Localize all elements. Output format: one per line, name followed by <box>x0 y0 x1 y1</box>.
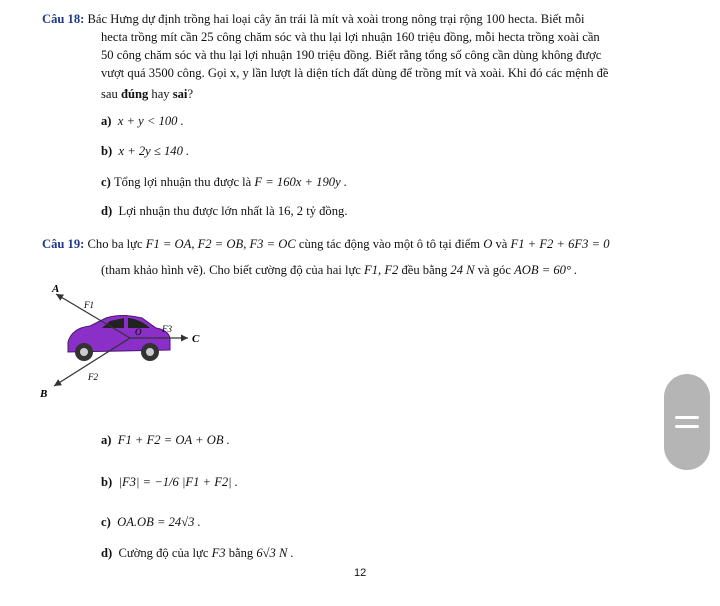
q19-l1-pre: Cho ba lực <box>87 237 146 251</box>
q18-c-math: F = 160x + 190y . <box>254 175 347 189</box>
menu-button[interactable] <box>664 374 710 470</box>
q19-c-text: OA.OB = 24√3 . <box>117 515 201 529</box>
q18-last-mid: hay <box>148 87 173 101</box>
q19-a-label: a) <box>101 433 112 447</box>
label-b: B <box>40 388 48 400</box>
q19-option-a <box>101 432 230 448</box>
q19-force-equation: F1 + F2 + 6F3 = 0 <box>510 237 610 251</box>
q18-d-label: d) <box>101 204 113 218</box>
q18-b-label: b) <box>101 144 113 158</box>
q18-c-pre: Tổng lợi nhuận thu được là <box>113 175 255 189</box>
page-number: 12 <box>354 567 367 579</box>
q18-b-text: x + 2y ≤ 140 . <box>118 144 190 158</box>
menu-icon-bar-bottom <box>675 425 699 428</box>
q18-a-text: x + y < 100 . <box>117 114 184 128</box>
q19-d-val: 6√3 N . <box>256 546 294 560</box>
q19-l1-mid: cùng tác động vào một ô tô tại điểm <box>295 237 484 251</box>
q18-line-5 <box>101 86 193 102</box>
q19-d-f: F3 <box>211 546 226 560</box>
q19-line-2 <box>101 262 577 278</box>
q19-d-pre: Cường độ của lực <box>118 546 212 560</box>
q19-l2-angle: AOB = 60° . <box>514 263 578 277</box>
q19-l2-and: và góc <box>474 263 515 277</box>
q19-l2-math: F1, F2 <box>364 263 399 277</box>
q19-option-d <box>101 545 294 561</box>
q19-a-text: F1 + F2 = OA + OB . <box>117 433 230 447</box>
q18-line-3: 50 công chăm sóc và thu lại lợi nhuận 190 triệu đồng. Biết rằng tổng số công cần dùng không được <box>101 48 602 62</box>
q19-option-c <box>101 514 201 530</box>
label-c: C <box>192 333 200 345</box>
q18-line-1 <box>42 11 585 27</box>
q18-true-word: đúng <box>120 87 149 101</box>
q18-option-a <box>101 113 184 129</box>
q18-last-post: ? <box>187 87 194 101</box>
q19-label: Câu 19: <box>42 237 85 251</box>
q19-point-o: O <box>483 237 493 251</box>
q18-option-b <box>101 143 189 159</box>
menu-icon-bar-top <box>675 416 699 419</box>
q18-text-1: Bác Hưng dự định trồng hai loại cây ăn trái là mít và xoài trong nông trại rộng 100 hecta. Biết mỗi <box>87 12 585 26</box>
q19-b-label: b) <box>101 475 113 489</box>
q18-c-label: c) <box>101 175 111 189</box>
q19-l2-mid: đều bằng <box>398 263 451 277</box>
q18-a-label: a) <box>101 114 112 128</box>
q19-l2-pre: (tham khảo hình vẽ). Cho biết cường độ của hai lực <box>101 263 365 277</box>
label-f2: F2 <box>88 372 98 382</box>
q19-l1-and: và <box>492 237 511 251</box>
q18-label: Câu 18: <box>42 12 85 26</box>
q18-line-4: vượt quá 3500 công. Gọi x, y lần lượt là diện tích đất dùng để trồng mít và xoài. Khi đó các mệnh đề <box>101 66 609 80</box>
q18-false-word: sai <box>172 87 188 101</box>
q19-d-mid: bằng <box>225 546 257 560</box>
label-f3: F3 <box>162 324 172 334</box>
q19-l2-val: 24 N <box>450 263 475 277</box>
q19-c-label: c) <box>101 515 111 529</box>
q18-option-d <box>101 203 347 219</box>
q18-last-pre: sau <box>101 87 121 101</box>
q18-line-2: hecta trồng mít cần 25 công chăm sóc và thu lại lợi nhuận 160 triệu đồng, mỗi hecta trồng xoài cần <box>101 30 600 44</box>
q19-forces-def: F1 = OA, F2 = OB, F3 = OC <box>145 237 296 251</box>
label-a: A <box>52 283 60 295</box>
q18-d-text: Lợi nhuận thu được lớn nhất là 16, 2 tỷ đồng. <box>118 204 348 218</box>
q19-d-label: d) <box>101 546 113 560</box>
force-diagram <box>38 280 218 402</box>
q18-option-c <box>101 174 347 190</box>
q19-line-1 <box>42 236 610 252</box>
label-f1: F1 <box>84 300 94 310</box>
label-o: O <box>135 327 142 337</box>
q19-b-text: |F3| = −1/6 |F1 + F2| . <box>118 475 238 489</box>
q19-option-b <box>101 474 238 490</box>
